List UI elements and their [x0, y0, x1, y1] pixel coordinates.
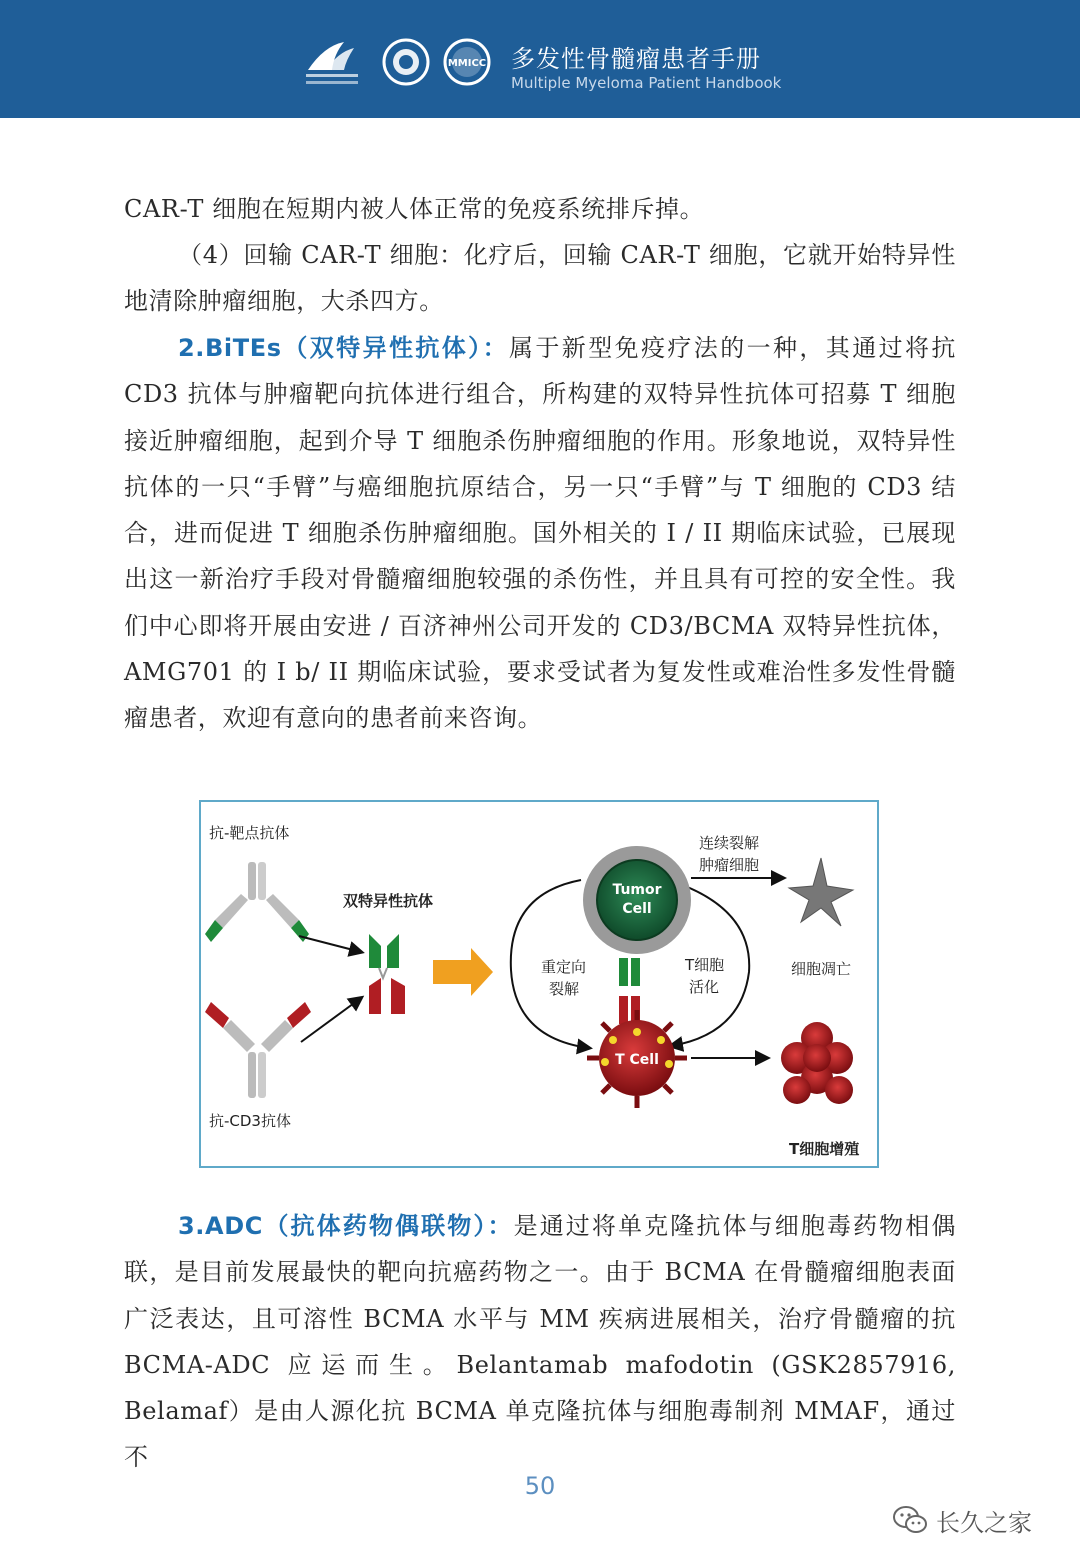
tumor-cell-icon: [583, 846, 691, 954]
paragraph-adc: [124, 1203, 956, 1481]
big-arrow-icon: [433, 948, 493, 996]
handbook-title-block: [511, 44, 781, 92]
label-bispecific: 双特异性抗体: [343, 892, 434, 910]
paragraph-text: （4）回输 CAR-T 细胞：化疗后，回输 CAR-T 细胞，它就开始特异性地清除肿瘤细胞，大杀四方。: [124, 241, 956, 316]
tumor-cell-label-2: Cell: [622, 901, 652, 917]
paragraph-bites: [124, 325, 956, 742]
figure-diagram: [201, 802, 877, 1166]
label-lysis-2: 肿瘤细胞: [699, 856, 760, 874]
t-cell-label: T Cell: [615, 1052, 659, 1068]
hospital-logo: [306, 42, 358, 84]
arrow-cd3-to-bispecific: [301, 998, 361, 1042]
handbook-title-en: Multiple Myeloma Patient Handbook: [511, 74, 782, 92]
svg-text:MMICC: MMICC: [447, 58, 487, 69]
label-proliferation: T细胞增殖: [789, 1140, 860, 1158]
tumor-cell-label-1: Tumor: [612, 882, 662, 898]
label-anti-cd3: 抗-CD3抗体: [209, 1112, 291, 1130]
anti-target-antibody-icon: [205, 862, 309, 942]
t-cell-icon: [587, 1010, 687, 1108]
seal-logo: [384, 40, 428, 84]
anti-cd3-antibody-icon: [205, 1002, 311, 1098]
label-lysis-1: 连续裂解: [699, 834, 760, 852]
t-cell-cluster-icon: [781, 1022, 853, 1104]
watermark: [892, 1502, 1032, 1538]
page-number: 50: [524, 1472, 556, 1500]
bispecific-antibody-figure: [199, 800, 879, 1168]
paragraph-text: 属于新型免疫疗法的一种，其通过将抗 CD3 抗体与肿瘤靶向抗体进行组合，所构建的双特异性抗体可招募 T 细胞接近肿瘤细胞，起到介导 T 细胞杀伤肿瘤细胞的作用。形象地说，双特异性抗体的一只“手臂”与癌细胞抗原结合，另一只“手臂”与 T 细胞的 CD3 结合，进而促进 T 细胞杀伤肿瘤细胞。国外相关的 I / II 期临床试验，已展现出这一新治疗手段对骨髓瘤细胞较强的杀伤性，并且具有可控的安全性。我们中心即将开展由安进 / 百济神州公司开发的 CD3/BCMA 双特异性抗体，AMG701 的 I b/ II 期临床试验，要求受试者为复发性或难治性多发性骨髓瘤患者，欢迎有意向的患者前来咨询。: [124, 334, 956, 733]
label-activate-2: 活化: [689, 978, 720, 996]
header-logos: [304, 36, 494, 94]
paragraph-text: CAR-T 细胞在短期内被人体正常的免疫系统排斥掉。: [124, 195, 705, 223]
watermark-text: 长久之家: [936, 1508, 1032, 1537]
bispecific-antibody-icon: [369, 934, 405, 1014]
label-apoptosis: 细胞凋亡: [791, 960, 852, 978]
section-heading-bites: 2.BiTEs（双特异性抗体）：: [178, 334, 509, 362]
arrow-target-to-bispecific: [299, 936, 361, 952]
label-anti-target: 抗-靶点抗体: [209, 824, 290, 842]
header-banner: [0, 0, 1080, 118]
paragraph-car-t-infusion: [124, 232, 956, 325]
handbook-title-zh: 多发性骨髓瘤患者手册: [511, 45, 761, 73]
wechat-icon: [892, 1505, 928, 1535]
apoptotic-cell-icon: [789, 858, 853, 926]
paragraph-car-t-rejection: [124, 186, 956, 232]
paragraph-text: 是通过将单克隆抗体与细胞毒药物相偶联，是目前发展最快的靶向抗癌药物之一。由于 BCMA 在骨髓瘤细胞表面广泛表达，且可溶性 BCMA 水平与 MM 疾病进展相关，治疗骨髓瘤的抗 BCMA-ADC 应运而生。Belantamab mafodotin (GSK2857916, Belamaf）是由人源化抗 BCMA 单克隆抗体与细胞毒制剂 MMAF，通过不: [124, 1212, 956, 1472]
mmicc-logo: [445, 40, 489, 84]
label-redirect-1: 重定向: [541, 958, 587, 976]
label-redirect-2: 裂解: [549, 980, 580, 998]
section-heading-adc: 3.ADC（抗体药物偶联物）：: [178, 1212, 514, 1240]
label-activate-1: T细胞: [685, 956, 725, 974]
